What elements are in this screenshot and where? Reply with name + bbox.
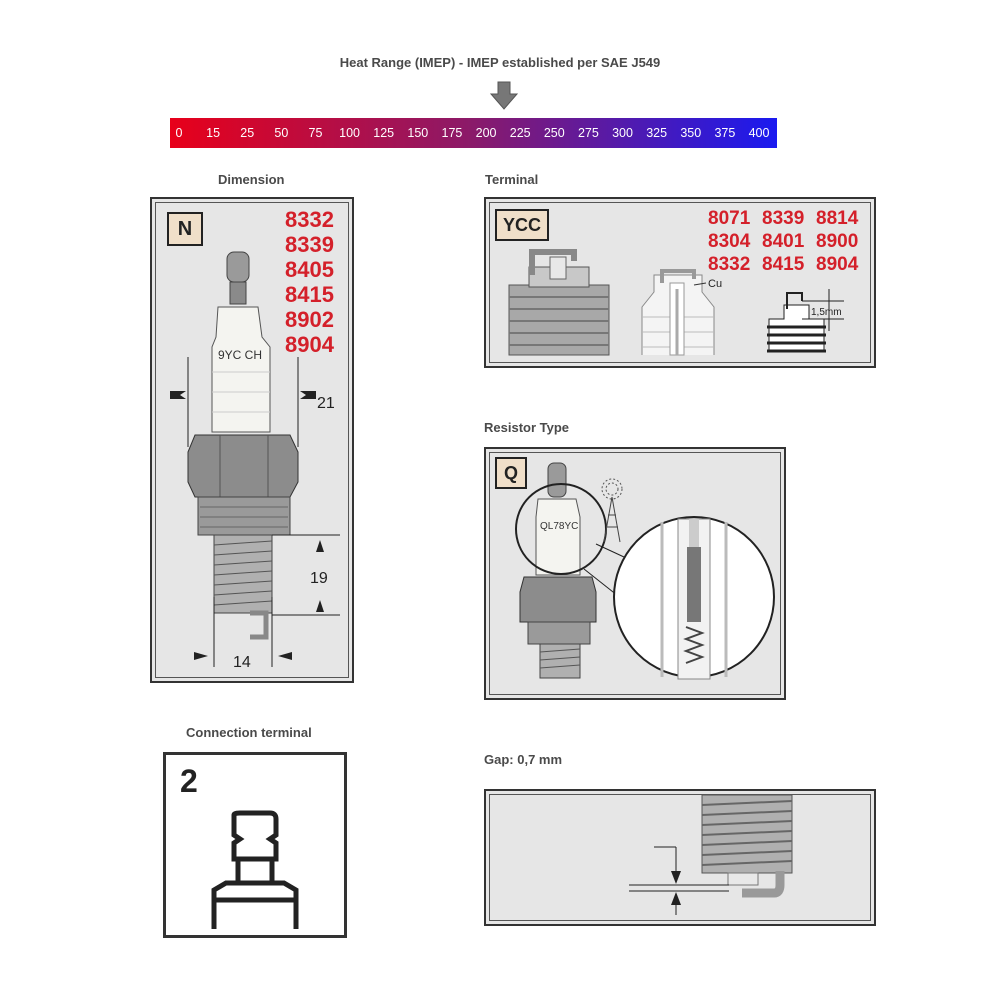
dimension-code-badge: N [167,212,203,246]
gap-title: Gap: 0,7 mm [484,752,563,767]
heat-range-label: 15 [206,126,221,140]
part-number: 8304 [708,231,751,252]
heat-range-label: 100 [339,126,361,140]
heat-range-label: 300 [612,126,633,140]
heat-range-label: 175 [441,126,463,140]
part-number: 8405 [285,257,334,282]
heat-range-label: 400 [748,126,770,140]
heat-range-label: 325 [646,126,668,140]
heat-range-label: 75 [308,126,323,140]
insulator-marking: 9YC CH [218,348,263,362]
gap-drawing [484,789,872,922]
resistor-title: Resistor Type [484,420,570,435]
part-number: 8332 [285,207,334,232]
part-number: 8902 [285,307,334,332]
heat-range-label: 50 [274,126,289,140]
heat-range-label: 125 [373,126,395,140]
terminal-title: Terminal [485,172,539,187]
part-number: 8415 [762,254,805,275]
heat-range-label: 375 [714,126,736,140]
heat-range-label: 0 [175,126,183,140]
part-number: 8814 [816,208,859,229]
part-number: 8332 [708,254,751,275]
spark-plug-dimension-drawing [150,197,350,679]
part-number: 8904 [816,254,859,275]
heat-range-label: 25 [240,126,255,140]
heat-range-bar [170,117,777,148]
heat-range-label: 275 [577,126,599,140]
connection-title: Connection terminal [186,725,312,740]
heat-range-label: 225 [509,126,531,140]
part-number: 8415 [285,282,334,307]
heat-range-label: 250 [543,126,565,140]
connection-code: 2 [180,763,198,799]
dimension-title: Dimension [218,172,285,187]
resistor-code-badge: Q [495,457,527,489]
resistor-insulator-marking: QL78YC [540,521,579,532]
projection-label: 1,5mm [811,307,842,318]
heat-range-label: 200 [475,126,497,140]
terminal-code-badge: YCC [495,209,549,241]
heat-range-title: Heat Range (IMEP) - IMEP established per SAE J549 [339,55,661,70]
heat-range-label: 150 [407,126,429,140]
connection-terminal-drawing [166,755,338,929]
heat-range-indicator-arrow-icon [490,82,518,110]
dimension-hex-size: 21 [317,395,335,412]
part-number: 8401 [762,231,805,252]
part-number: 8339 [285,232,334,257]
dimension-thread-size: 14 [233,654,251,671]
part-number: 8904 [285,332,334,357]
resistor-drawing [484,447,782,696]
part-number: 8900 [816,231,859,252]
copper-core-label: Cu [708,278,723,290]
part-number: 8339 [762,208,805,229]
terminal-electrode-drawings [484,197,872,364]
part-number: 8071 [708,208,751,229]
dimension-reach-size: 19 [310,570,328,587]
heat-range-label: 350 [680,126,702,140]
